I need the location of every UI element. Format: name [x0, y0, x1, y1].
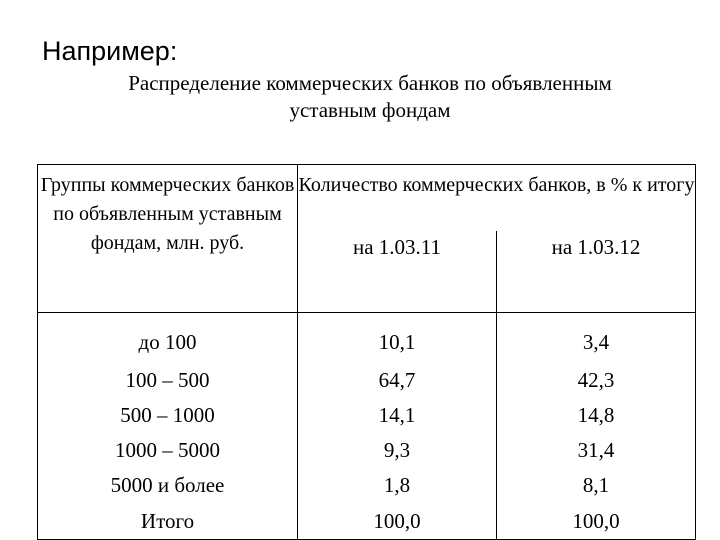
value-cell-2011: 14,1 — [298, 398, 497, 433]
count-column-header: Количество коммерческих банков, в % к итогу — [298, 165, 696, 232]
table-row — [38, 433, 696, 468]
value-cell-2012: 31,4 — [497, 433, 696, 468]
group-cell: до 100 — [38, 313, 298, 364]
table-title-line-2: уставным фондам — [289, 98, 451, 122]
group-cell: 500 – 1000 — [38, 398, 298, 433]
date-header-2: на 1.03.12 — [497, 231, 696, 313]
value-cell-2012: 8,1 — [497, 468, 696, 503]
header-row — [38, 165, 696, 232]
date-header-1: на 1.03.11 — [298, 231, 497, 313]
group-cell: 5000 и более — [38, 468, 298, 503]
page-heading: Например: — [42, 36, 178, 66]
value-cell-2011: 100,0 — [298, 503, 497, 540]
table-title-line-1: Распределение коммерческих банков по объявленным — [128, 71, 612, 95]
group-cell: 1000 – 5000 — [38, 433, 298, 468]
group-cell: 100 – 500 — [38, 363, 298, 398]
table-title — [40, 70, 700, 124]
value-cell-2012: 100,0 — [497, 503, 696, 540]
value-cell-2012: 3,4 — [497, 313, 696, 364]
value-cell-2012: 42,3 — [497, 363, 696, 398]
table-row — [38, 398, 696, 433]
table-row — [38, 468, 696, 503]
value-cell-2012: 14,8 — [497, 398, 696, 433]
total-row — [38, 503, 696, 540]
group-cell: Итого — [38, 503, 298, 540]
distribution-table — [37, 164, 696, 540]
table-row — [38, 313, 696, 364]
table-row — [38, 363, 696, 398]
value-cell-2011: 10,1 — [298, 313, 497, 364]
group-column-header: Группы коммерческих банков по объявленным уставным фондам, млн. руб. — [38, 165, 298, 313]
value-cell-2011: 1,8 — [298, 468, 497, 503]
value-cell-2011: 64,7 — [298, 363, 497, 398]
value-cell-2011: 9,3 — [298, 433, 497, 468]
